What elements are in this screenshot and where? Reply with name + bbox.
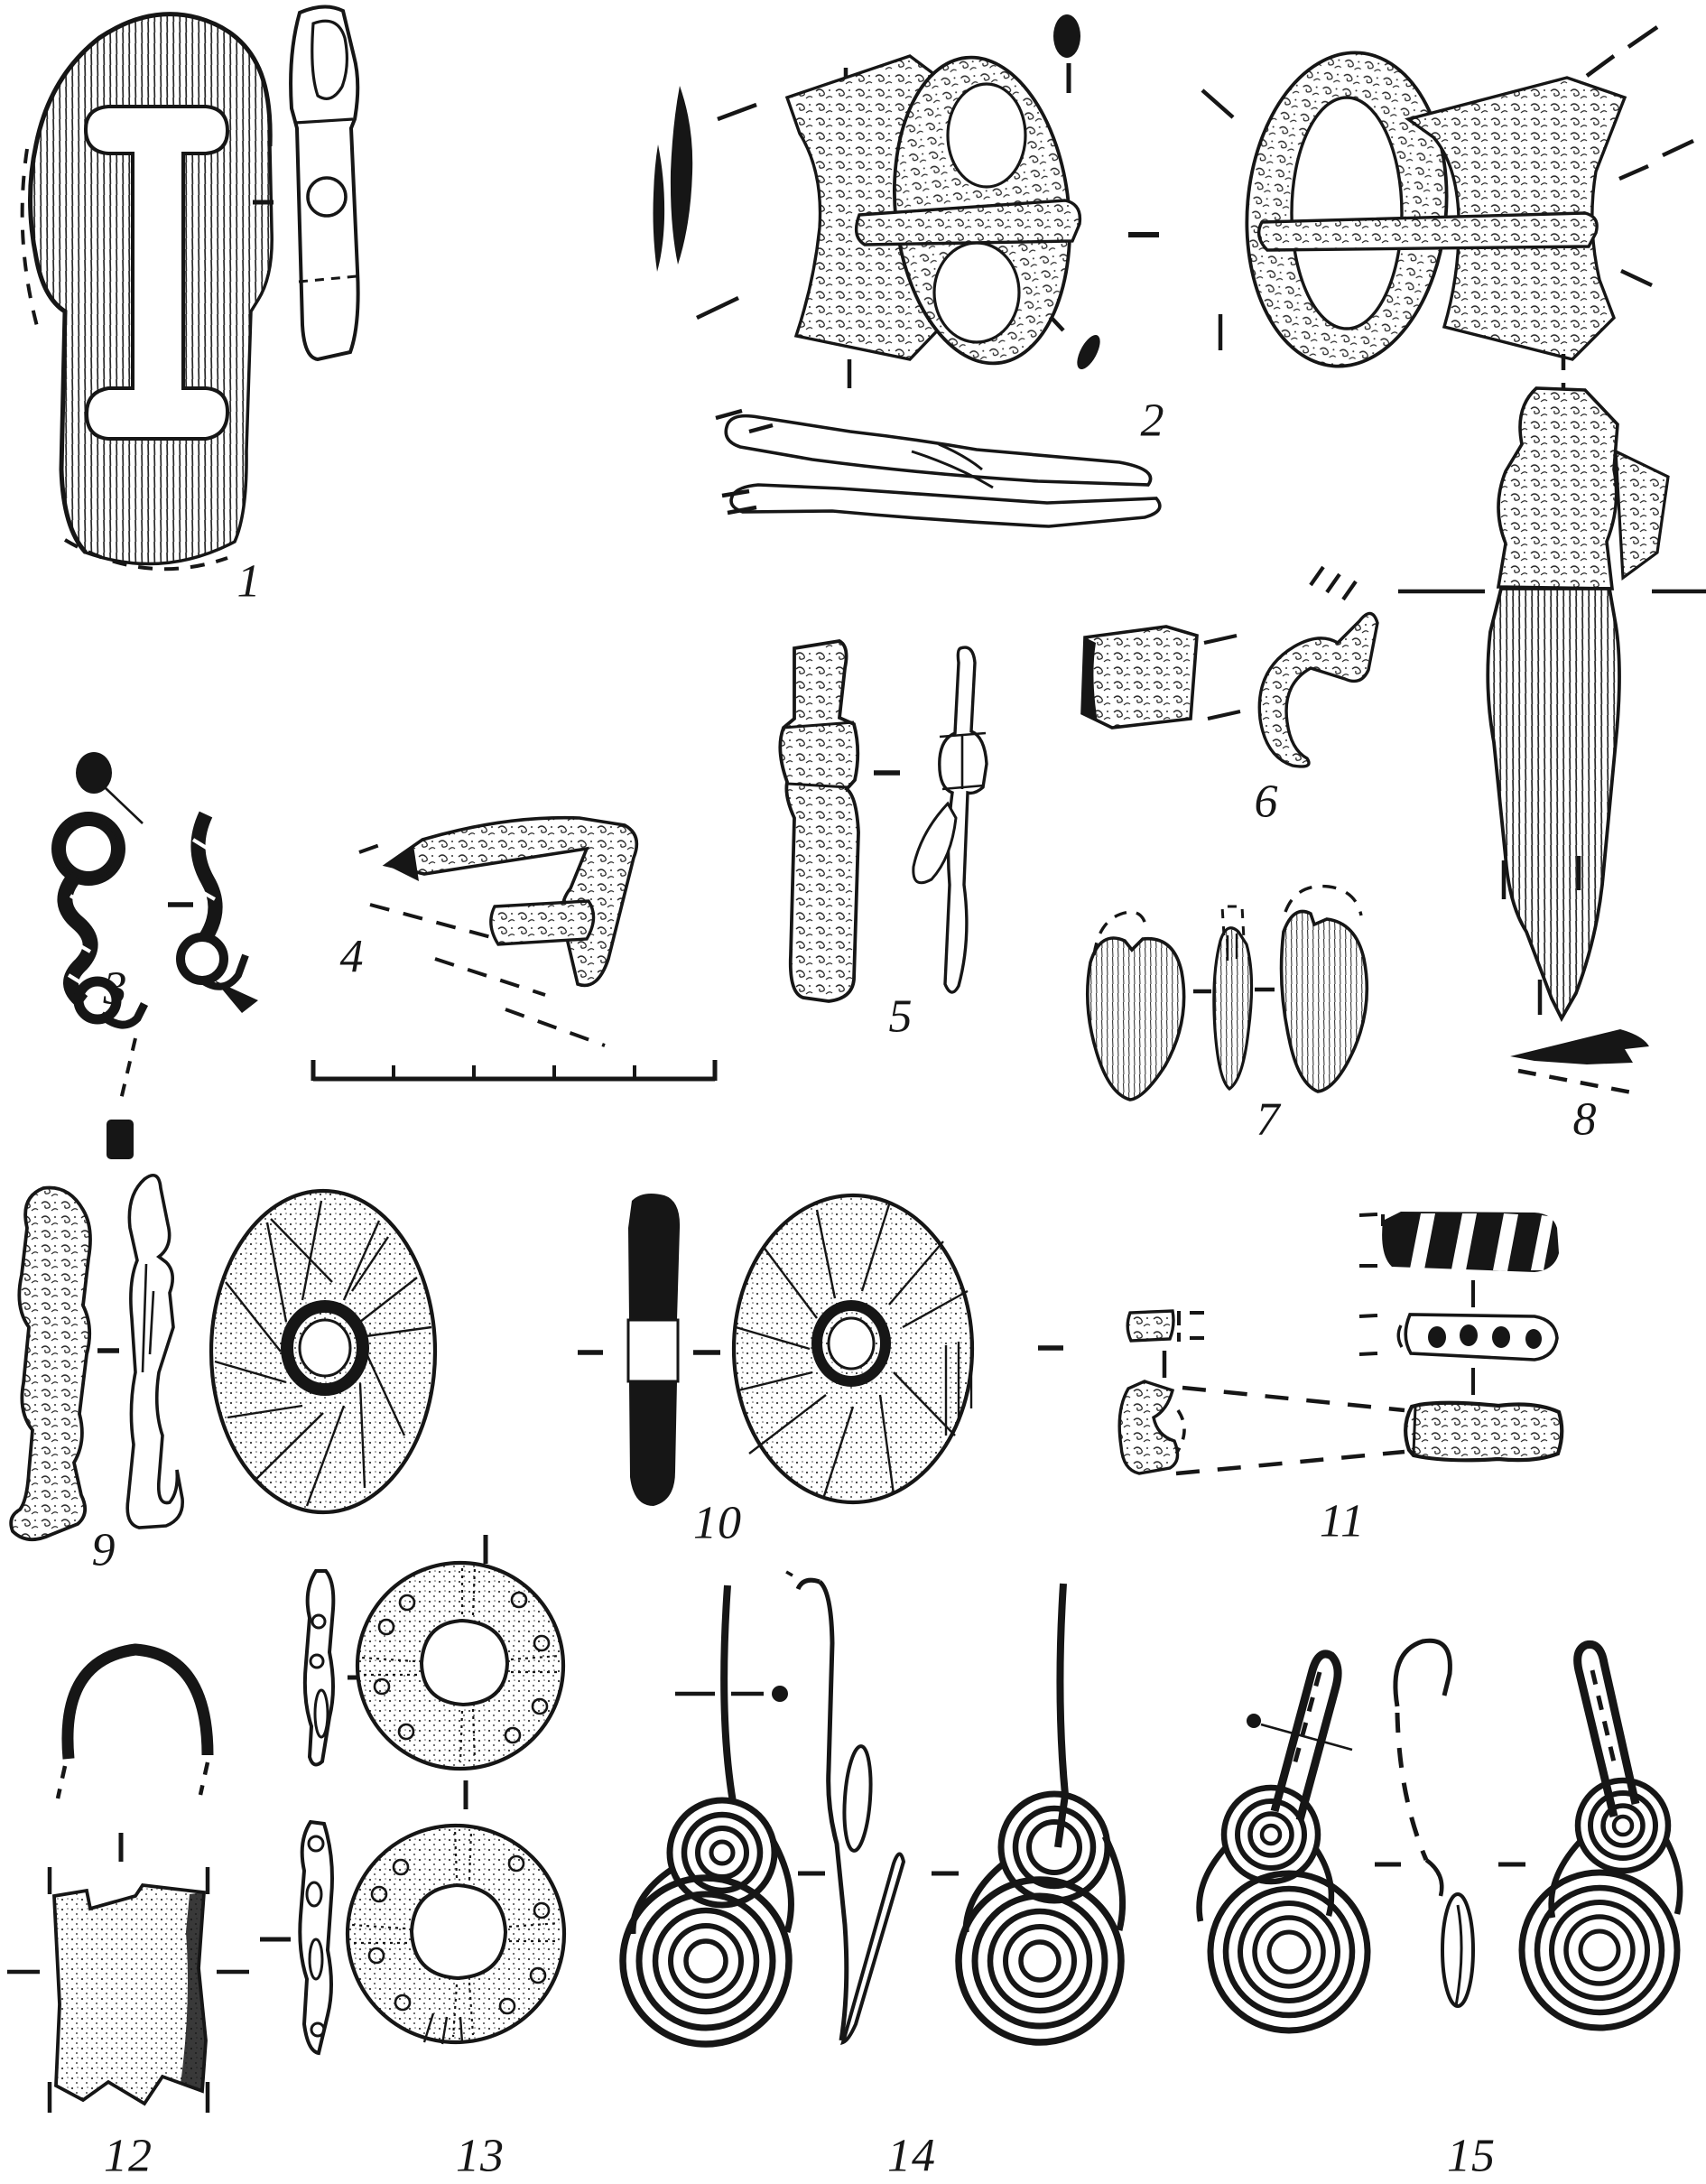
artifact-4-drawing: [359, 818, 636, 1046]
scale-bar: [313, 1060, 715, 1081]
item-12-label: 12: [104, 2130, 153, 2182]
artifact-13-drawing: [260, 1535, 564, 2053]
artifact-9-drawing: [11, 1176, 182, 1539]
artifact-15-drawing: [1200, 1640, 1681, 2031]
artifact-3-drawing: [59, 752, 258, 1159]
artifact-12-drawing: [7, 1650, 249, 2113]
item-6-label: 6: [1254, 776, 1279, 828]
artifact-7-drawing: [1088, 887, 1368, 1100]
item-3-label: 3: [103, 962, 128, 1015]
artifact-14-drawing: [623, 1569, 1123, 2044]
item-1-label: 1: [236, 555, 262, 608]
artifact-5-drawing: [780, 641, 987, 1001]
artifact-11-drawing: [1119, 1212, 1562, 1473]
item-11-label: 11: [1319, 1495, 1366, 1547]
item-14-label: 14: [887, 2130, 936, 2182]
artifact-6-drawing: [1082, 567, 1377, 767]
artifact-10-drawing: [211, 1191, 1063, 1512]
item-8-label: 8: [1572, 1093, 1598, 1146]
item-2-label: 2: [1140, 395, 1165, 447]
item-9-label: 9: [91, 1524, 116, 1576]
item-10-label: 10: [693, 1497, 742, 1549]
item-4-label: 4: [339, 931, 365, 983]
artifact-1-drawing: [23, 6, 358, 569]
item-7-label: 7: [1256, 1093, 1281, 1146]
artifact-8-drawing: [1398, 354, 1706, 1094]
item-13-label: 13: [456, 2130, 505, 2182]
item-5-label: 5: [888, 990, 913, 1043]
item-15-label: 15: [1447, 2130, 1496, 2182]
